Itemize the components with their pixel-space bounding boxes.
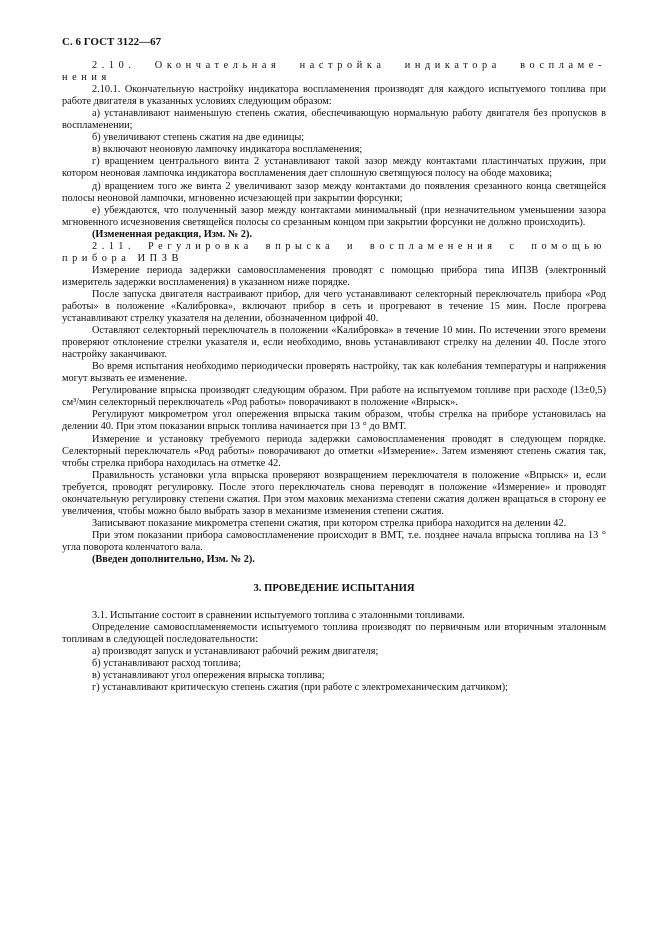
- amendment-note: (Измененная редакция, Изм. № 2).: [92, 228, 252, 240]
- section-2-10-title: 2.10. Окончательная настройка индикатора воспламе-нения: [62, 60, 606, 84]
- document-page: [62, 36, 606, 694]
- paragraph: Измерение периода задержки самовоспламенения проводят с помощью прибора типа ИПЗВ (электронный измеритель задержки воспламенения) в указанном ниже порядке.: [62, 264, 606, 288]
- addition-note: (Введен дополнительно, Изм. № 2).: [92, 553, 255, 565]
- list-item: а) устанавливают наименьшую степень сжатия, обеспечивающую нормальную работу двигателя без пропусков в воспламенении;: [62, 108, 606, 132]
- paragraph: При этом показании прибора самовоспламенение происходит в ВМТ, т.е. позднее начала впрыска топлива на 13 ° угла поворота коленчатого вала.: [62, 529, 606, 553]
- list-item: г) вращением центрального винта 2 устанавливают такой зазор между контактами пластинчатых пружин, при котором неоновая лампочка индикатора воспламенения дает сплошную светящуюся полосу на ободе маховика;: [62, 156, 606, 180]
- paragraph: Регулируют микрометром угол опережения впрыска таким образом, чтобы стрелка на приборе установилась на делении 40. При этом показании впрыск топлива начинается при 13 ° до ВМТ.: [62, 409, 606, 433]
- paragraph: Во время испытания необходимо периодически проверять настройку, так как колебания температуры и напряжения могут вызвать ее изменение.: [62, 361, 606, 385]
- paragraph: Регулирование впрыска производят следующим образом. При работе на испытуемом топливе при расходе (13±0,5) см³/мин селекторный переключатель «Род работы» поворачивают в положение «Впрыск».: [62, 385, 606, 409]
- paragraph: Измерение и установку требуемого периода задержки самовоспламенения проводят в следующем порядке. Селекторный переключатель «Род работы» поворачивают до отметки «Измерение». Затем изменяют степень сжатия так, чтобы стрелка прибора находилась на отметке 42.: [62, 433, 606, 469]
- list-item: б) увеличивают степень сжатия на две единицы;: [92, 132, 305, 144]
- section-2-11-title: 2.11. Регулировка впрыска и воспламенения с помощью прибора ИПЗВ: [62, 240, 606, 264]
- list-item: б) устанавливают расход топлива;: [92, 658, 241, 670]
- paragraph: После запуска двигателя настраивают прибор, для чего устанавливают селекторный переключатель прибора «Род работы» в положение «Калибровка», включают прибор в сеть и прогревают в течение 15 мин. После прогрева устанавливают стрелку указателя на делении, обозначенном цифрой 40.: [62, 288, 606, 325]
- paragraph: Определение самовоспламеняемости испытуемого топлива производят по первичным или вторичным эталонным топливам в следующей последовательности:: [62, 622, 606, 646]
- paragraph: Оставляют селекторный переключатель в положении «Калибровка» в течение 10 мин. По истечении этого времени проверяют отклонение стрелки указателя и, если необходимо, вновь устанавливают стрелку на делении 40. После этого настройку заканчивают.: [62, 325, 606, 361]
- page-header: С. 6 ГОСТ 3122—67: [62, 36, 162, 48]
- section-3-heading: 3. ПРОВЕДЕНИЕ ИСПЫТАНИЯ: [253, 583, 415, 595]
- section-3-1-intro: 3.1. Испытание состоит в сравнении испытуемого топлива с эталонными топливами.: [92, 610, 465, 622]
- section-2-10-1-intro: 2.10.1. Окончательную настройку индикатора воспламенения производят для каждого испытуемого топлива при работе двигателя в указанных условиях следующим образом:: [62, 84, 606, 108]
- list-item: е) убеждаются, что полученный зазор между контактами минимальный (при незначительном уменьшении зазора мгновенного исчезновения светящейся полосы со срезанным концом при закрытии форсунки не должно происходить).: [62, 204, 606, 228]
- list-item: а) производят запуск и устанавливают рабочий режим двигателя;: [92, 646, 379, 658]
- paragraph: Правильность установки угла впрыска проверяют возвращением переключателя в положение «Впрыск» и, если требуется, проводят регулировку. После этого переключатель снова переводят в положение «Измерение» и проводят окончательную регулировку степени сжатия. При этом маховик механизма степени сжатия должен вращаться в сторону ее увеличения, чтобы можно было выбрать зазор в механизме изменения степени сжатия.: [62, 469, 606, 517]
- paragraph: Записывают показание микрометра степени сжатия, при котором стрелка прибора находится на делении 42.: [92, 517, 567, 529]
- list-item: в) устанавливают угол опережения впрыска топлива;: [92, 670, 325, 682]
- list-item: г) устанавливают критическую степень сжатия (при работе с электромеханическим датчиком);: [92, 682, 509, 694]
- list-item: д) вращением того же винта 2 увеличивают зазор между контактами до появления срезанного конца светящейся полосы неоновой лампочки, мгновенно исчезающей при закрытии форсунки;: [62, 180, 606, 204]
- list-item: в) включают неоновую лампочку индикатора воспламенения;: [92, 144, 363, 156]
